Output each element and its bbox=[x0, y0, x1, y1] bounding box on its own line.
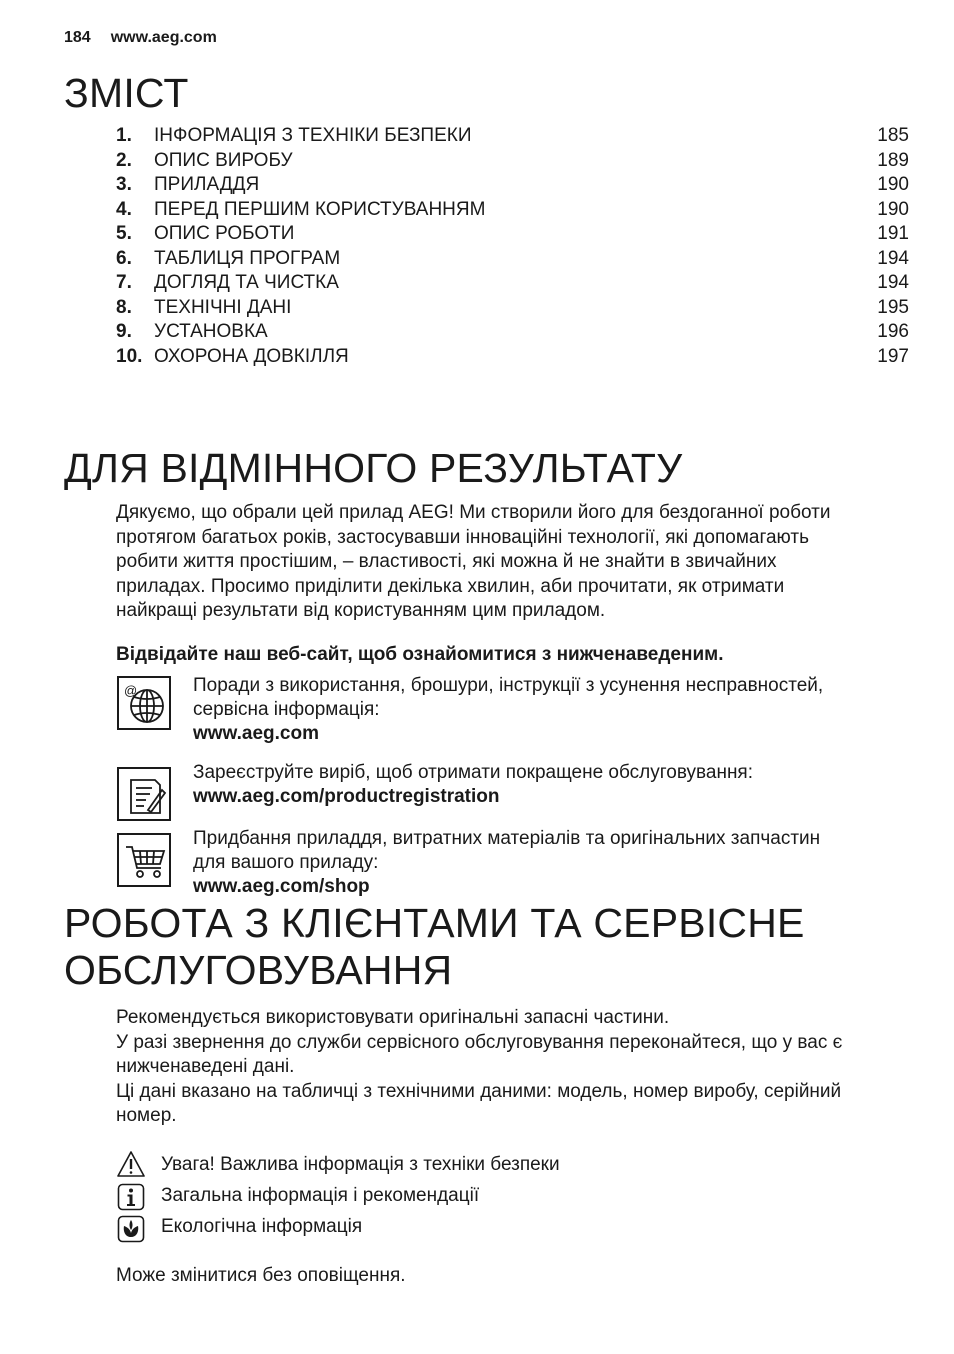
toc-number: 4. bbox=[116, 198, 132, 220]
toc-title: ЗМІСТ bbox=[64, 70, 189, 116]
toc-row[interactable] bbox=[116, 124, 909, 149]
info-icon bbox=[117, 1183, 145, 1211]
toc-entry-title: ОХОРОНА ДОВКІЛЛЯ bbox=[154, 345, 349, 367]
toc-page-number: 194 bbox=[877, 247, 909, 269]
service-line: Ці дані вказано на табличці з технічними даними: модель, номер виробу, серійний bbox=[116, 1080, 842, 1102]
toc-number: 8. bbox=[116, 296, 132, 318]
toc-entry-title: ТЕХНІЧНІ ДАНІ bbox=[154, 296, 292, 318]
toc-page-number: 195 bbox=[877, 296, 909, 318]
toc-number: 5. bbox=[116, 223, 132, 244]
service-line: нижченаведені дані. bbox=[116, 1056, 295, 1077]
toc-entry-title: УСТАНОВКА bbox=[154, 321, 268, 342]
registration-form-icon bbox=[117, 767, 171, 821]
toc-page-number: 196 bbox=[877, 321, 909, 342]
result-intro bbox=[116, 501, 916, 624]
toc-page-number: 190 bbox=[877, 198, 909, 220]
service-line: номер. bbox=[116, 1105, 177, 1126]
toc-number: 2. bbox=[116, 149, 132, 171]
globe-icon bbox=[117, 676, 171, 730]
toc-row[interactable] bbox=[116, 345, 909, 370]
service-section-title bbox=[64, 900, 805, 994]
toc-page-number: 189 bbox=[877, 149, 909, 171]
toc-entry-title: ТАБЛИЦЯ ПРОГРАМ bbox=[154, 247, 341, 269]
toc-row[interactable] bbox=[116, 222, 909, 247]
legend-eco-text: Екологічна інформація bbox=[161, 1216, 363, 1237]
footer-note: Може змінитися без оповіщення. bbox=[116, 1265, 406, 1286]
legend-info-text: Загальна інформація і рекомендації bbox=[161, 1185, 480, 1206]
toc-row[interactable] bbox=[116, 198, 909, 223]
toc-row[interactable] bbox=[116, 296, 909, 321]
toc-row[interactable] bbox=[116, 149, 909, 174]
toc-row[interactable] bbox=[116, 247, 909, 272]
toc-row[interactable] bbox=[116, 271, 909, 296]
service-body bbox=[116, 1006, 916, 1129]
toc-row[interactable] bbox=[116, 320, 909, 345]
warning-icon bbox=[117, 1150, 145, 1178]
toc-row[interactable] bbox=[116, 173, 909, 198]
website-link[interactable]: www.aeg.com bbox=[193, 723, 319, 744]
header-website: www.aeg.com bbox=[110, 29, 217, 46]
toc-page-number: 197 bbox=[877, 345, 909, 367]
toc-page-number: 194 bbox=[877, 272, 909, 293]
service-line: У разі звернення до служби сервісного обслуговування переконайтеся, що у вас є bbox=[116, 1031, 843, 1053]
shop-link[interactable]: www.aeg.com/shop bbox=[193, 876, 370, 897]
link-block-support bbox=[193, 674, 913, 746]
link-description: Зареєструйте виріб, щоб отримати покращене обслуговування: bbox=[193, 762, 753, 783]
page-number: 184 bbox=[64, 29, 91, 46]
toc-entry-title: ПРИЛАДДЯ bbox=[154, 174, 260, 195]
link-block-registration bbox=[193, 761, 913, 809]
toc-entry-title: ПЕРЕД ПЕРШИМ КОРИСТУВАННЯМ bbox=[154, 198, 486, 220]
toc-entry-title: ІНФОРМАЦІЯ З ТЕХНІКИ БЕЗПЕКИ bbox=[154, 125, 472, 146]
intro-line: протягом багатьох років, застосувавши інноваційні технології, які допомагають bbox=[116, 526, 809, 548]
intro-line: Дякуємо, що обрали цей прилад AEG! Ми створили його для бездоганної роботи bbox=[116, 502, 831, 523]
visit-heading: Відвідайте наш веб-сайт, щоб ознайомитися з нижченаведеним. bbox=[116, 644, 724, 665]
toc-entry-title: ДОГЛЯД ТА ЧИСТКА bbox=[154, 272, 339, 293]
service-title-line: ОБСЛУГОВУВАННЯ bbox=[64, 947, 453, 993]
toc-entry-title: ОПИС ВИРОБУ bbox=[154, 149, 293, 171]
shopping-cart-icon bbox=[117, 833, 171, 887]
svg-text:@: @ bbox=[124, 683, 138, 698]
link-description: Придбання приладдя, витратних матеріалів та оригінальних запчастин bbox=[193, 828, 821, 849]
link-description: сервісна інформація: bbox=[193, 699, 380, 720]
toc-number: 7. bbox=[116, 272, 132, 293]
link-block-shop bbox=[193, 827, 913, 899]
intro-line: приладах. Просимо приділити декілька хвилин, аби прочитати, як отримати bbox=[116, 575, 785, 597]
toc-number: 1. bbox=[116, 125, 132, 146]
eco-icon bbox=[117, 1215, 145, 1243]
toc-entry-title: ОПИС РОБОТИ bbox=[154, 223, 295, 244]
toc-number: 3. bbox=[116, 174, 132, 195]
service-title-line: РОБОТА З КЛІЄНТАМИ ТА СЕРВІСНЕ bbox=[64, 900, 805, 946]
table-of-contents bbox=[116, 124, 909, 369]
intro-line: найкращі результати від користуванням цим приладом. bbox=[116, 600, 606, 621]
toc-number: 9. bbox=[116, 321, 132, 342]
legend-warning-text: Увага! Важлива інформація з техніки безпеки bbox=[161, 1154, 560, 1175]
registration-link[interactable]: www.aeg.com/productregistration bbox=[193, 786, 500, 807]
intro-line: робити життя простішим, – властивості, які можна й не знайти в звичайних bbox=[116, 551, 777, 572]
toc-number: 10. bbox=[116, 345, 143, 367]
toc-number: 6. bbox=[116, 247, 132, 269]
result-section-title: ДЛЯ ВІДМІННОГО РЕЗУЛЬТАТУ bbox=[64, 445, 683, 491]
link-description: Поради з використання, брошури, інструкції з усунення несправностей, bbox=[193, 675, 824, 696]
link-description: для вашого приладу: bbox=[193, 852, 379, 873]
toc-page-number: 185 bbox=[877, 125, 909, 146]
service-line: Рекомендується використовувати оригінальні запасні частини. bbox=[116, 1007, 670, 1028]
toc-page-number: 191 bbox=[877, 223, 909, 244]
toc-page-number: 190 bbox=[877, 174, 909, 195]
page-header bbox=[64, 29, 217, 47]
